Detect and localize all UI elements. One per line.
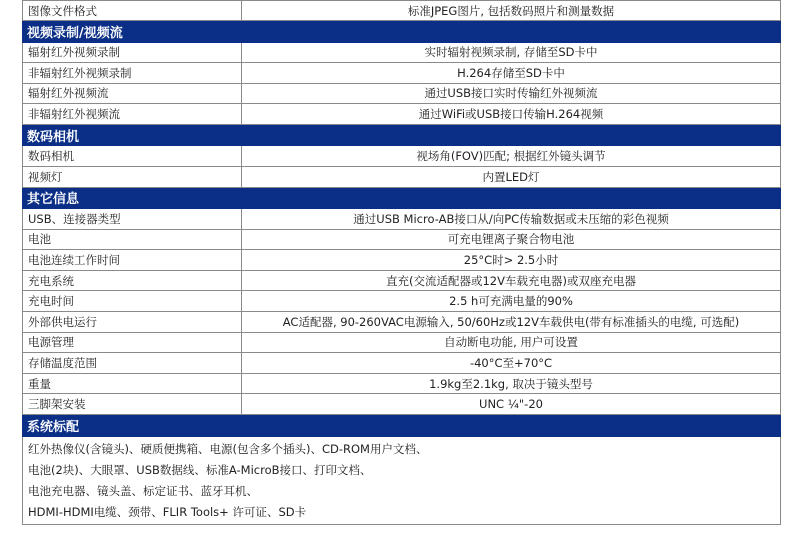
spec-value: AC适配器, 90-260VAC电源输入, 50/60Hz或12V车载供电(带有标准插头的电缆, 可选配) [242,312,781,333]
spec-row [23,83,781,104]
system-line: HDMI-HDMI电缆、颈带、FLIR Tools+ 许可证、SD卡 [28,504,307,519]
spec-value: 2.5 h可充满电量的90% [242,291,781,312]
system-contents [23,436,781,524]
spec-value: 通过WiFi或USB接口传输H.264视频 [242,104,781,125]
spec-row [23,146,781,167]
spec-label: 数码相机 [23,146,242,167]
spec-label: 充电时间 [23,291,242,312]
spec-row [23,104,781,125]
spec-row [23,270,781,291]
spec-value: 通过USB Micro-AB接口从/向PC传输数据或未压缩的彩色视频 [242,209,781,230]
spec-value: 25°C时> 2.5小时 [242,250,781,271]
spec-label: 辐射红外视频录制 [23,42,242,63]
section-title: 视频录制/视频流 [23,21,781,43]
spec-value: 可充电锂离子聚合物电池 [242,229,781,250]
spec-label: 存储温度范围 [23,353,242,374]
spec-label: 图像文件格式 [23,1,242,21]
spec-row [23,332,781,353]
spec-value: H.264存储至SD卡中 [242,63,781,84]
spec-value: 1.9kg至2.1kg, 取决于镜头型号 [242,373,781,394]
spec-row [23,209,781,230]
spec-label: 辐射红外视频流 [23,83,242,104]
spec-label: USB、连接器类型 [23,209,242,230]
spec-label: 充电系统 [23,270,242,291]
spec-value: -40°C至+70°C [242,353,781,374]
spec-label: 非辐射红外视频流 [23,104,242,125]
spec-label: 外部供电运行 [23,312,242,333]
spec-row [23,373,781,394]
section-title: 数码相机 [23,124,781,146]
system-line: 红外热像仪(含镜头)、硬质便携箱、电源(包含多个插头)、CD-ROM用户文档、 [28,441,428,456]
section-title: 系统标配 [23,415,781,437]
section-header [23,21,781,43]
spec-value: UNC ¼"-20 [242,394,781,415]
spec-row [23,63,781,84]
spec-row [23,353,781,374]
spec-label: 视频灯 [23,166,242,187]
spec-row [23,229,781,250]
spec-row [23,166,781,187]
spec-row [23,394,781,415]
spec-label: 电池 [23,229,242,250]
spec-row [23,250,781,271]
spec-value: 实时辐射视频录制, 存储至SD卡中 [242,42,781,63]
spec-row [23,1,781,21]
spec-label: 电源管理 [23,332,242,353]
spec-value: 标准JPEG图片, 包括数码照片和测量数据 [242,1,781,21]
spec-row [23,312,781,333]
spec-value: 自动断电功能, 用户可设置 [242,332,781,353]
section-title: 其它信息 [23,187,781,209]
spec-label: 电池连续工作时间 [23,250,242,271]
spec-sheet [22,0,780,525]
spec-value: 视场角(FOV)匹配; 根据红外镜头调节 [242,146,781,167]
section-header [23,124,781,146]
spec-row [23,291,781,312]
section-header [23,415,781,437]
spec-label: 重量 [23,373,242,394]
spec-value: 通过USB接口实时传输红外视频流 [242,83,781,104]
spec-value: 内置LED灯 [242,166,781,187]
system-line: 电池(2块)、大眼罩、USB数据线、标准A-MicroB接口、打印文档、 [28,462,372,477]
system-contents-row [23,436,781,524]
spec-value: 直充(交流适配器或12V车载充电器)或双座充电器 [242,270,781,291]
section-header [23,187,781,209]
spec-label: 非辐射红外视频录制 [23,63,242,84]
spec-table [22,0,781,525]
spec-label: 三脚架安装 [23,394,242,415]
spec-row [23,42,781,63]
system-line: 电池充电器、镜头盖、标定证书、蓝牙耳机、 [28,483,258,498]
